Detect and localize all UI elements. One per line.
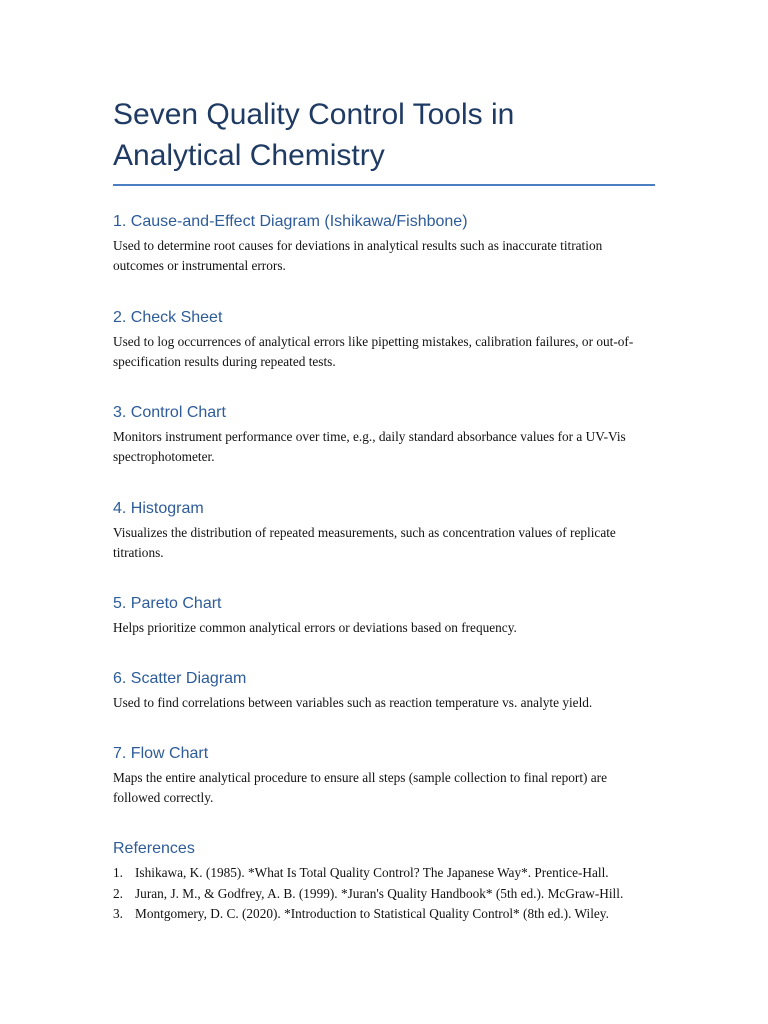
section-body: Used to determine root causes for deviations in analytical results such as inaccurate titration outcomes or instrumental errors. <box>113 238 603 273</box>
section-body: Used to find correlations between variables such as reaction temperature vs. analyte yield. <box>113 695 593 710</box>
section-heading: 2. Check Sheet <box>113 309 223 326</box>
page-title-line-2: Analytical Chemistry <box>113 139 385 172</box>
reference-item <box>113 884 655 905</box>
section-body: Used to log occurrences of analytical errors like pipetting mistakes, calibration failures, or out-of-specification results during repeated tests. <box>113 334 634 369</box>
section-body: Maps the entire analytical procedure to ensure all steps (sample collection to final report) are followed correctly. <box>113 770 608 805</box>
reference-number: 1. <box>113 865 123 880</box>
reference-text: Ishikawa, K. (1985). *What Is Total Quality Control? The Japanese Way*. Prentice-Hall. <box>135 865 609 880</box>
section-references <box>113 839 655 925</box>
section-heading: 5. Pareto Chart <box>113 595 222 612</box>
section-heading: 4. Histogram <box>113 500 204 517</box>
references-list <box>113 863 655 925</box>
section-heading: 1. Cause-and-Effect Diagram (Ishikawa/Fishbone) <box>113 213 468 230</box>
section-heading: 7. Flow Chart <box>113 745 209 762</box>
document-page <box>113 90 655 925</box>
page-title-line-1: Seven Quality Control Tools in <box>113 98 515 131</box>
section-scatter-diagram <box>113 669 655 713</box>
section-check-sheet <box>113 308 655 372</box>
section-cause-and-effect <box>113 212 655 276</box>
section-heading: 3. Control Chart <box>113 404 226 421</box>
section-heading: 6. Scatter Diagram <box>113 670 247 687</box>
reference-number: 2. <box>113 885 123 901</box>
section-pareto-chart <box>113 594 655 638</box>
reference-number: 3. <box>113 906 123 921</box>
section-body: Monitors instrument performance over time, e.g., daily standard absorbance values for a UV-Vis spectrophotometer. <box>113 429 626 464</box>
section-control-chart <box>113 403 655 467</box>
section-flow-chart <box>113 744 655 808</box>
reference-text: Montgomery, D. C. (2020). *Introduction to Statistical Quality Control* (8th ed.). Wiley. <box>135 906 609 921</box>
section-histogram <box>113 499 655 563</box>
title-divider <box>113 184 655 186</box>
section-body: Visualizes the distribution of repeated measurements, such as concentration values of replicate titrations. <box>113 525 616 560</box>
reference-item <box>113 904 655 925</box>
references-heading: References <box>113 840 195 857</box>
page-title <box>113 90 655 184</box>
section-body: Helps prioritize common analytical errors or deviations based on frequency. <box>113 620 517 635</box>
reference-item <box>113 863 655 884</box>
reference-text: Juran, J. M., & Godfrey, A. B. (1999). *Juran's Quality Handbook* (5th ed.). McGraw-Hill. <box>135 885 624 901</box>
